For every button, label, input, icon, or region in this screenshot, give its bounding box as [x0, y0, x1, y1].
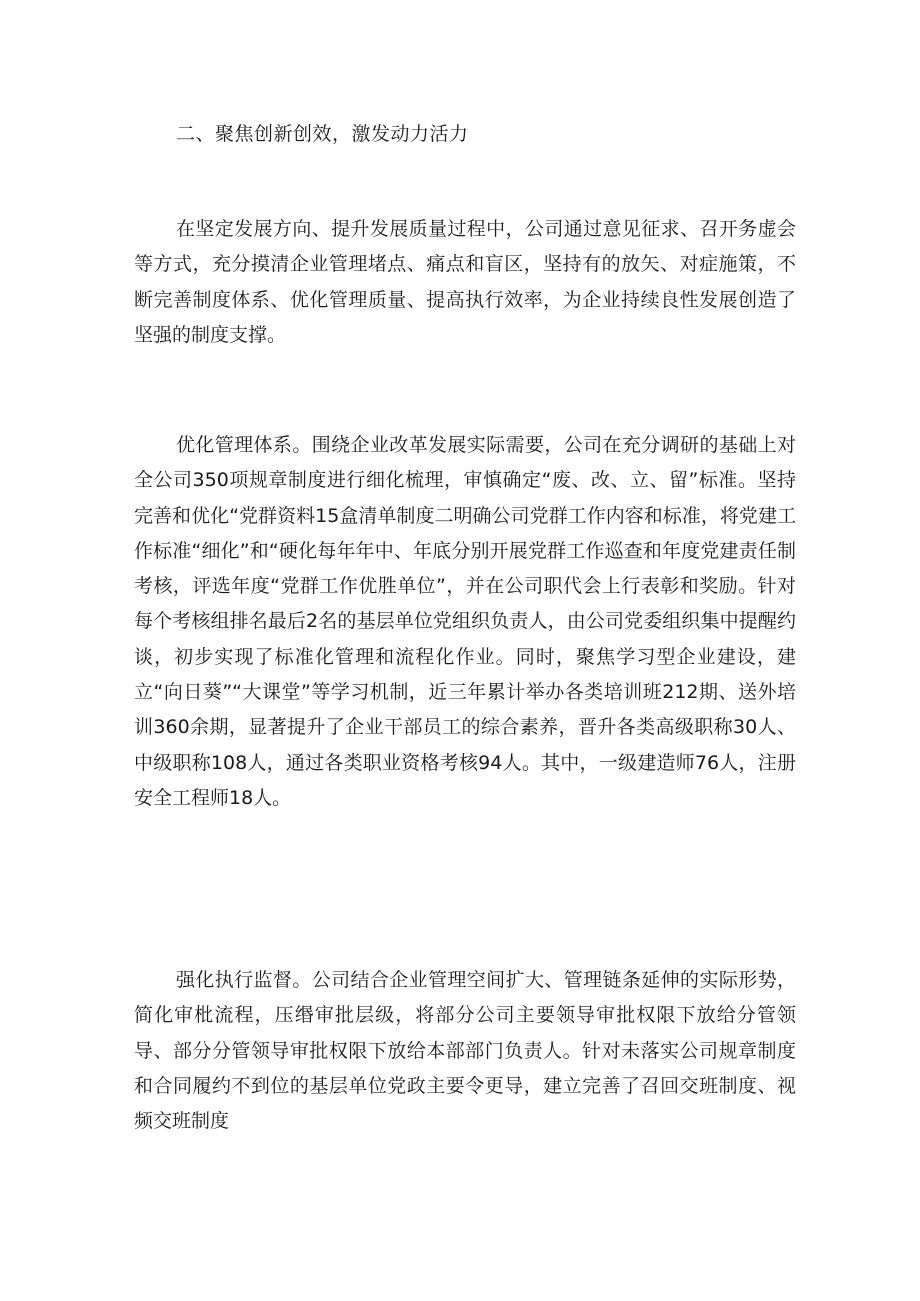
- paragraph-intro: 在坚定发展方向、提升发展质量过程中，公司通过意见征求、召开务虚会等方式，充分摸清企业管理堵点、痛点和盲区，坚持有的放矢、对症施策，不断完善制度体系、优化管理质量、提高执行效率，为企业持续良性发展创造了坚强的制度支撑。: [134, 218, 796, 346]
- paragraph-strengthen-supervision: 强化执行监督。公司结合企业管理空间扩大、管理链条延伸的实际形势，简化审枇流程，压缗审批层级，将部分公司主要领导审批权限下放给分管领导、部分分管领导审批权限下放给本部部门负责人。针对未落实公司规章制度和合同履约不到位的基层单位党政主要令更导，建立完善了召回交班制度、视频交班制度: [134, 969, 796, 1133]
- paragraph-optimize-management: 优化管理体系。围绕企业改革发展实际需要，公司在充分调研的基础上对全公司350项规章制度进行细化梳理，审慎确定“废、改、立、留”标准。坚持完善和优化“党群资料15盒清单制度二明确公司党群工作内容和标准，将党建工作标准“细化”和“硬化每年年中、年底分别开展党群工作巡查和年度党建责任制考核，评选年度“党群工作优胜单位”，并在公司职代会上行表彰和奖励。针对每个考核组排名最后2名的基层单位党组织负责人，由公司党委组织集中提醒约谈，初步实现了标准化管理和流程化作业。同时，聚焦学习型企业建设，建立“向日葵”“大课堂”等学习机制，近三年累计举办各类培训班212期、送外培训360余期，显著提升了企业干部员工的综合素养，晋升各类高级职称30人、中级职称108人，通过各类职业资格考核94人。其中，一级建造师76人，注册安全工程师18人。: [134, 434, 796, 809]
- section-heading: 二、聚焦创新创效，激发动力活力: [176, 123, 469, 145]
